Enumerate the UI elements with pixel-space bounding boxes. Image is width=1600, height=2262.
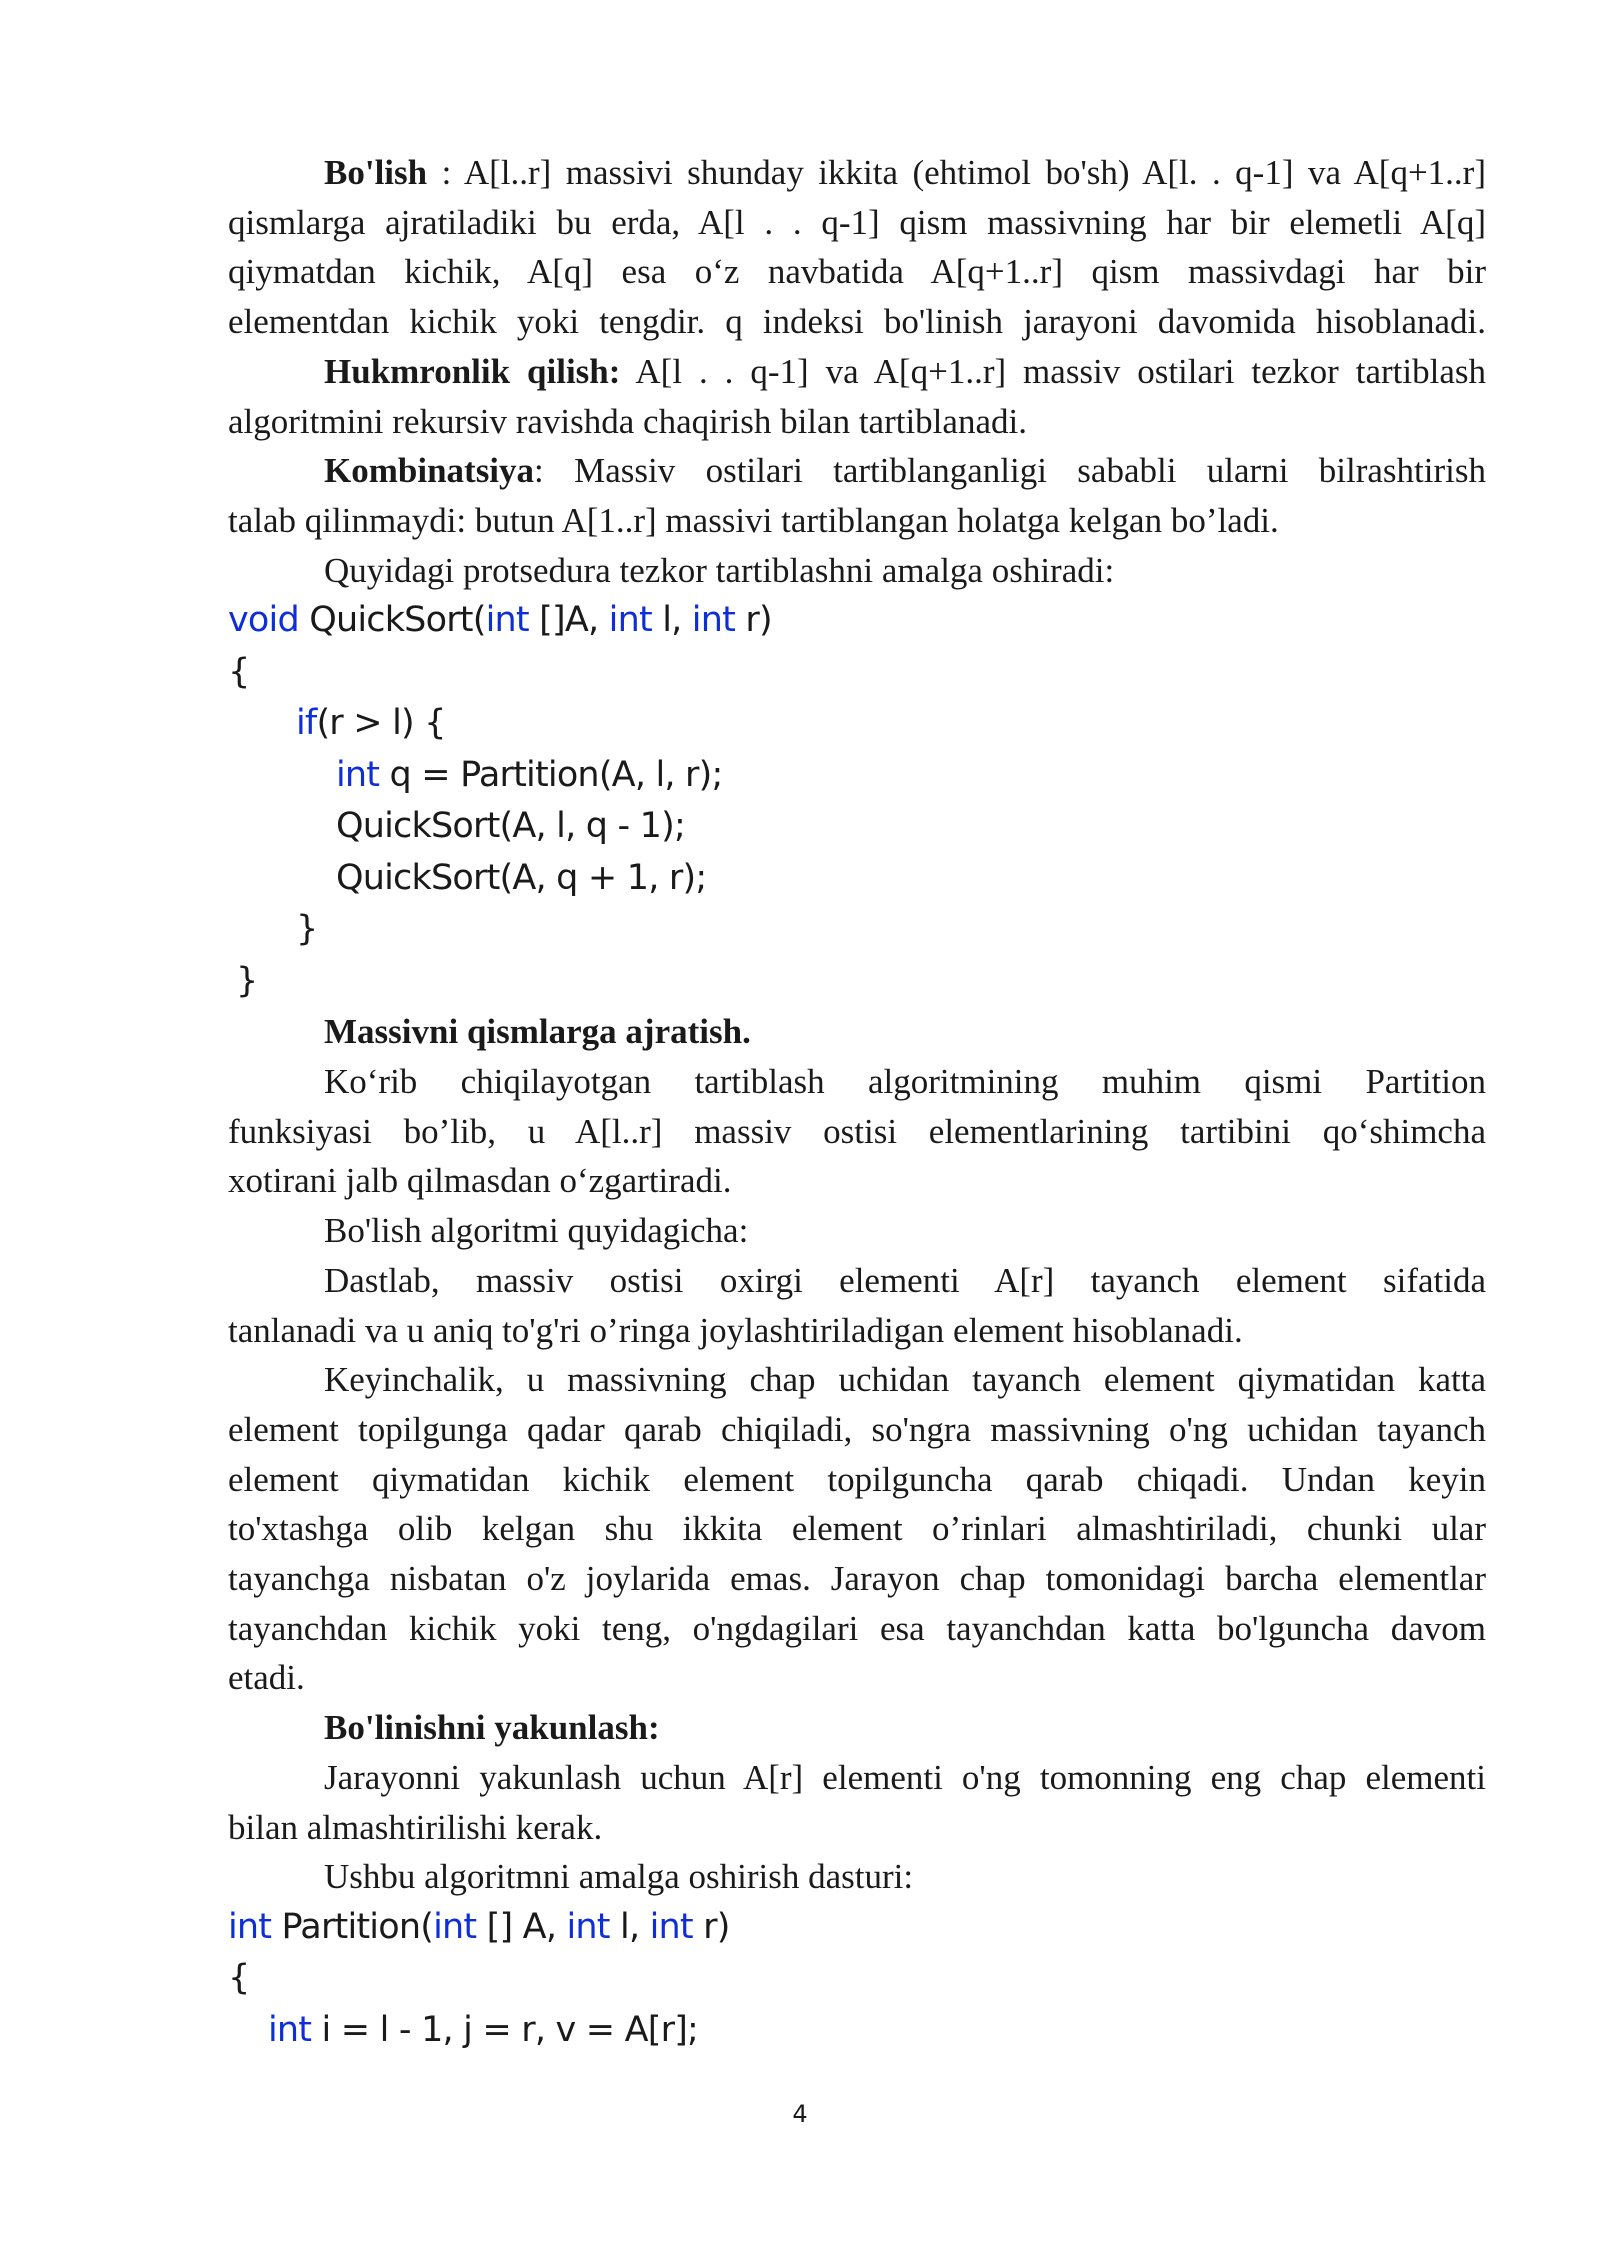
keyword: int — [228, 1906, 272, 1947]
code-text: QuickSort( — [298, 600, 486, 641]
code-text: []A, — [528, 600, 609, 641]
code-line: QuickSort(A, q + 1, r); — [336, 857, 707, 898]
code-text: i = l - 1, j = r, v = A[r]; — [311, 2009, 699, 2050]
code-text: l, — [609, 1906, 650, 1947]
code-text: r) — [692, 1906, 730, 1947]
code-line: } — [236, 960, 258, 1001]
keyword: int — [485, 600, 529, 641]
code-text: l, — [651, 600, 692, 641]
paragraph-program-intro: Ushbu algoritmni amalga oshirish dasturi: — [324, 1857, 914, 1897]
code-text: (r > l) { — [316, 703, 446, 744]
section-heading: Bo'linishni yakunlash: — [324, 1708, 660, 1748]
paragraph-hukmronlik — [228, 347, 1486, 397]
term-hukmronlik: Hukmronlik qilish: — [324, 351, 621, 391]
text-line: to'xtashga olib kelgan shu ikkita element o’rinlari almashtiriladi, chunki ular — [228, 1509, 1486, 1549]
code-line — [228, 750, 1486, 802]
text-line: qismlarga ajratiladiki bu erda, A[l . . q-1] qism massivning har bir elemetli A[q] — [228, 202, 1486, 242]
code-line: QuickSort(A, l, q - 1); — [336, 806, 685, 847]
keyword: int — [649, 1906, 693, 1947]
text-line: funksiyasi bo’lib, u A[l..r] massiv ostisi elementlarining tartibini qo‘shimcha — [228, 1111, 1486, 1151]
text-line: element qiymatidan kichik element topilguncha qarab chiqadi. Undan keyin — [228, 1459, 1486, 1499]
text-line: elementdan kichik yoki tengdir. q indeksi bo'linish jarayoni davomida hisoblanadi. — [228, 302, 1486, 342]
keyword: void — [228, 600, 299, 641]
text-line: etadi. — [228, 1658, 305, 1698]
keyword: int — [433, 1906, 477, 1947]
code-line — [228, 595, 1486, 647]
text-line: Keyinchalik, u massivning chap uchidan tayanch element qiymatidan katta — [324, 1360, 1486, 1400]
keyword: int — [608, 600, 652, 641]
code-text: q = Partition(A, l, r); — [379, 754, 723, 795]
text-line: tayanchga nisbatan o'z joylarida emas. Jarayon chap tomonidagi barcha elementlar — [228, 1559, 1486, 1599]
code-text: Partition( — [271, 1906, 434, 1947]
text-line: Jarayonni yakunlash uchun A[r] elementi o'ng tomonning eng chap elementi — [324, 1757, 1486, 1797]
code-block-quicksort — [228, 595, 1486, 1007]
keyword: int — [336, 754, 380, 795]
page-number: 4 — [792, 2100, 808, 2128]
text-line: A[l..r] massivi shunday ikkita (ehtimol bo'sh) A[l. . q-1] va A[q+1..r] — [463, 153, 1486, 192]
term-bolish: Bo'lish — [324, 153, 428, 192]
separator: : — [427, 153, 464, 192]
keyword: int — [691, 600, 736, 641]
code-line — [228, 1902, 1486, 1954]
text-line: qiymatdan kichik, A[q] esa o‘z navbatida A[q+1..r] qism massivdagi har bir — [228, 252, 1486, 292]
text-line: talab qilinmaydi: butun A[1..r] massivi tartiblangan holatga kelgan bo’ladi. — [228, 500, 1279, 540]
paragraph-kombinatsiya — [228, 446, 1486, 496]
section-heading: Massivni qismlarga ajratish. — [324, 1012, 751, 1052]
term-kombinatsiya: Kombinatsiya — [324, 451, 535, 491]
code-line — [228, 2005, 1486, 2057]
code-block-partition — [228, 1902, 1486, 2057]
document-page — [228, 148, 1486, 2056]
code-text: [] A, — [476, 1906, 567, 1947]
code-line: { — [228, 1958, 250, 1999]
text-line: bilan almashtirilishi kerak. — [228, 1807, 603, 1847]
text-line: A[l . . q-1] va A[q+1..r] massiv ostilari tezkor tartiblash — [620, 351, 1486, 391]
text-line: : Massiv ostilari tartiblanganligi sababli ularni bilrashtirish — [534, 451, 1486, 491]
text-line: xotirani jalb qilmasdan o‘zgartiradi. — [228, 1161, 732, 1201]
text-line: tayanchdan kichik yoki teng, o'ngdagilari esa tayanchdan katta bo'lguncha davom — [228, 1608, 1486, 1648]
paragraph-bolish — [228, 148, 1486, 198]
keyword: int — [268, 2009, 312, 2050]
code-line: } — [296, 909, 318, 950]
code-line: { — [228, 651, 250, 692]
paragraph-algorithm-intro: Bo'lish algoritmi quyidagicha: — [324, 1211, 749, 1251]
text-line: tanlanadi va u aniq to'g'ri o’ringa joylashtiriladigan element hisoblanadi. — [228, 1310, 1243, 1350]
code-line — [228, 698, 1486, 750]
text-line: Ko‘rib chiqilayotgan tartiblash algoritmining muhim qismi Partition — [324, 1062, 1486, 1102]
keyword: if — [296, 703, 317, 744]
paragraph-intro-code: Quyidagi protsedura tezkor tartiblashni amalga oshiradi: — [324, 550, 1115, 590]
text-line: Dastlab, massiv ostisi oxirgi elementi A[r] tayanch element sifatida — [324, 1260, 1486, 1300]
text-line: element topilgunga qadar qarab chiqiladi, so'ngra massivning o'ng uchidan tayanch — [228, 1409, 1486, 1449]
keyword: int — [566, 1906, 610, 1947]
text-line: algoritmini rekursiv ravishda chaqirish bilan tartiblanadi. — [228, 401, 1027, 441]
code-text: r) — [735, 600, 772, 641]
